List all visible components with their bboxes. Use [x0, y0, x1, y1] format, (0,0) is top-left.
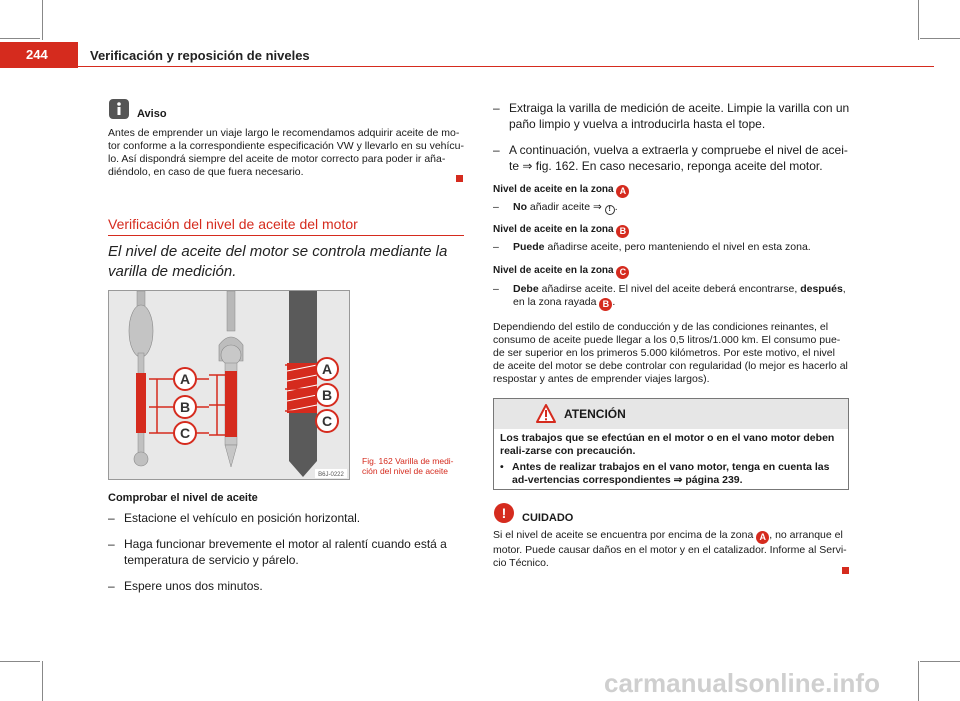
zone-badge: B — [616, 225, 629, 238]
zone-badge: B — [599, 298, 612, 311]
figure-label-c2: C — [321, 413, 333, 429]
aviso-title: Aviso — [137, 108, 167, 120]
section-lead: El nivel de aceite del motor se controla mediante la varilla de medición. — [108, 243, 448, 280]
comprobar-title: Comprobar el nivel de aceite — [108, 492, 258, 504]
info-icon — [109, 99, 129, 119]
warning-header — [494, 399, 848, 429]
figure-label-a2: A — [321, 361, 333, 377]
step-text: Espere unos dos minutos. — [124, 579, 263, 593]
page-title: Verificación y reposición de niveles — [90, 48, 310, 63]
zone-badge: A — [756, 531, 769, 544]
level-heading-a: Nivel de aceite en la zona A — [493, 184, 629, 198]
section-title: Verificación del nivel de aceite del motor — [108, 216, 358, 232]
dipstick-illustration — [109, 291, 349, 479]
section-rule — [108, 235, 464, 236]
end-marker — [456, 175, 463, 182]
cuidado-title: CUIDADO — [522, 512, 574, 524]
header-rule — [78, 66, 934, 67]
crop-mark — [918, 661, 919, 701]
step-text: Estacione el vehículo en posición horizontal. — [124, 511, 361, 525]
warning-title: ATENCIÓN — [564, 407, 626, 421]
warning-box: ATENCIÓN Los trabajos que se efectúan en el motor o en el vano motor deben reali-zarse con precaución. • Antes de realizar trabajos en el vano motor, tenga en cuenta las ad-vertencias correspondientes ⇒ página 239. — [493, 398, 849, 490]
warning-line1: Los trabajos que se efectúan en el motor o en el vano motor deben reali-zarse con precaución. — [500, 432, 835, 457]
figure-caption-prefix: Fig. 162 — [362, 456, 393, 466]
level-heading-b: Nivel de aceite en la zona B — [493, 224, 629, 238]
crop-mark — [42, 661, 43, 701]
crop-mark — [920, 661, 960, 662]
end-marker — [842, 567, 849, 574]
watermark: carmanualsonline.info — [604, 668, 880, 698]
figure-caption — [362, 456, 462, 476]
figure-label-a: A — [179, 371, 191, 387]
step-text: A continuación, vuelva a extraerla y compruebe el nivel de acei-te ⇒ fig. 162. En caso necesario, reponga aceite del motor. — [509, 143, 848, 173]
figure-label-b2: B — [321, 387, 333, 403]
crop-mark — [918, 0, 919, 40]
step-text: Haga funcionar brevemente el motor al ralentí cuando está a temperatura de servicio y párelo. — [124, 537, 447, 567]
cuidado-body: Si el nivel de aceite se encuentra por encima de la zona A , no arranque el motor. Puede causar daños en el motor y en el catalizador. Informe al Servi-cio Técnico. — [493, 529, 847, 569]
crop-mark — [0, 38, 40, 39]
figure-label-b: B — [179, 399, 191, 415]
figure-code: B6J-0222 — [318, 472, 344, 478]
figure-label-c: C — [179, 425, 191, 441]
dipstick-figure — [108, 290, 350, 480]
consumption-paragraph: Dependiendo del estilo de conducción y de las condiciones reinantes, el consumo de aceite puede llegar a los 0,5 litros/1.000 km. El consumo pue-de ser superior en los primeros 5.000 kilómetros. Por este motivo, el nivel de aceite del motor se debe controlar con regularidad (lo mejor es hacerlo al respostar y antes de emprender viajes largos). — [493, 321, 848, 385]
level-heading-c: Nivel de aceite en la zona C — [493, 265, 629, 279]
crop-mark — [920, 38, 960, 39]
figure-caption-text: Varilla de medi-ción del nivel de aceite — [362, 456, 454, 476]
caution-icon: ! — [605, 205, 615, 215]
page-number: 244 — [0, 42, 78, 68]
crop-mark — [0, 661, 40, 662]
zone-badge: A — [616, 185, 629, 198]
caution-icon: ! — [494, 503, 514, 523]
crop-mark — [42, 0, 43, 40]
zone-badge: C — [616, 266, 629, 279]
warning-icon — [536, 404, 556, 423]
aviso-body: Antes de emprender un viaje largo le recomendamos adquirir aceite de mo-tor conforme a la correspondiente especificación VW y llevarlo en su vehícu-lo. Así dispondrá siempre del aceite de motor correcto para poder ir aña-diéndolo, en caso de que fuera necesario. — [108, 127, 465, 178]
step-text: Extraiga la varilla de medición de aceite. Limpie la varilla con un paño limpio y vuelva a introducirla hasta el tope. — [509, 101, 850, 131]
